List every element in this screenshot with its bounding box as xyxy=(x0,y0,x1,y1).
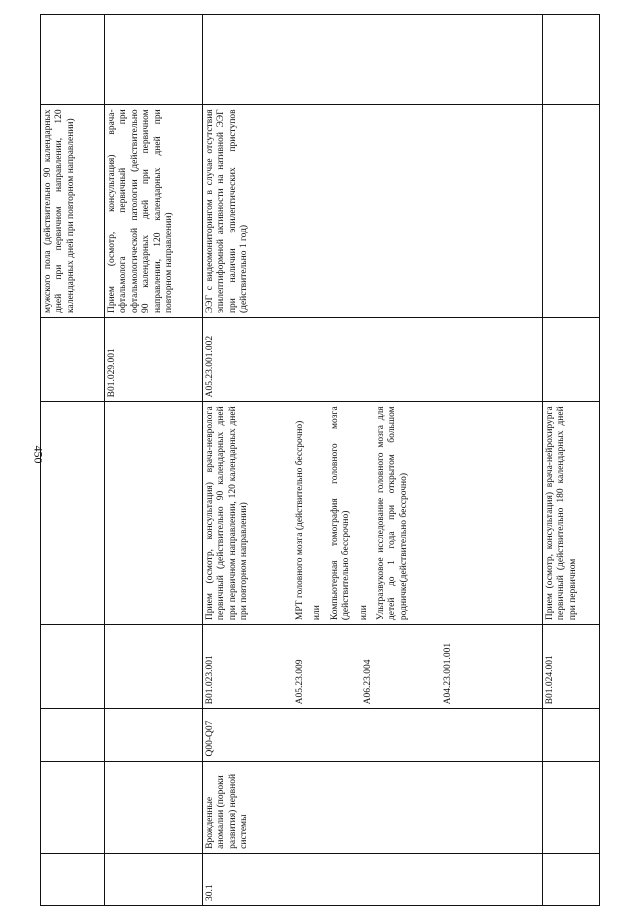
service-codes xyxy=(203,625,543,709)
test-description: МРТ головного мозга (действительно бессрочно) xyxy=(295,420,305,621)
test-description: Прием (осмотр, консультация) врача-нейрохирурга первичный (действительно 180 календарных дней при первичном xyxy=(543,402,600,625)
service-code: A05.23.009 xyxy=(295,659,305,705)
table-row xyxy=(41,15,105,906)
service-code: A06.23.004 xyxy=(363,659,373,705)
test-description: Компьютерная томография головного мозга (действительно бессрочно) xyxy=(329,406,352,621)
table-row xyxy=(105,15,203,906)
diagnosis-name: Врожденные аномалии (пороки развития) нервной системы xyxy=(203,761,543,853)
or-separator: или xyxy=(312,605,323,621)
service-code: B01.024.001 xyxy=(543,625,600,709)
service-code: A05.23.001.002 xyxy=(203,318,543,402)
rotated-table-container xyxy=(40,14,600,906)
service-code: B01.023.001 xyxy=(205,655,215,705)
test-description: Прием (осмотр, консультация) врача-офтальмолога первичный при офтальмологической патологии (действительно 90 календарных дней при первичном направлении, 120 календарных дней при повторном направлении) xyxy=(105,105,203,318)
table-row xyxy=(543,15,600,906)
table-row xyxy=(203,15,543,906)
service-code: B01.029.001 xyxy=(105,318,203,402)
or-separator: или xyxy=(358,605,369,621)
icd-code: Q00-Q07 xyxy=(203,709,543,761)
test-description: мужского пола (действительно 90 календарных дней при первичном направлении, 120 календарных дней при повторном направлении) xyxy=(41,105,105,318)
service-descriptions xyxy=(203,402,543,625)
test-description: Прием (осмотр, консультация) врача-невролога первичный (действительно 90 календарных дней при первичном направлении, 120 календарных дней при повторном направлении) xyxy=(205,406,250,621)
test-description: ЭЭГ с видеомониторингом в случае отсутствия эпилептиформной активности на нативной ЭЭГ при наличии эпилептических приступов (действительно 1 год) xyxy=(203,105,543,318)
service-code: A04.23.001.001 xyxy=(443,642,453,705)
page-number: 450 xyxy=(31,445,46,464)
referral-table xyxy=(40,14,600,906)
row-number: 30.1 xyxy=(203,853,543,905)
test-description: Ультразвуковое исследование головного мозга для детей до 1 года при открытом большом родничке(действительно бессрочно) xyxy=(375,406,409,621)
